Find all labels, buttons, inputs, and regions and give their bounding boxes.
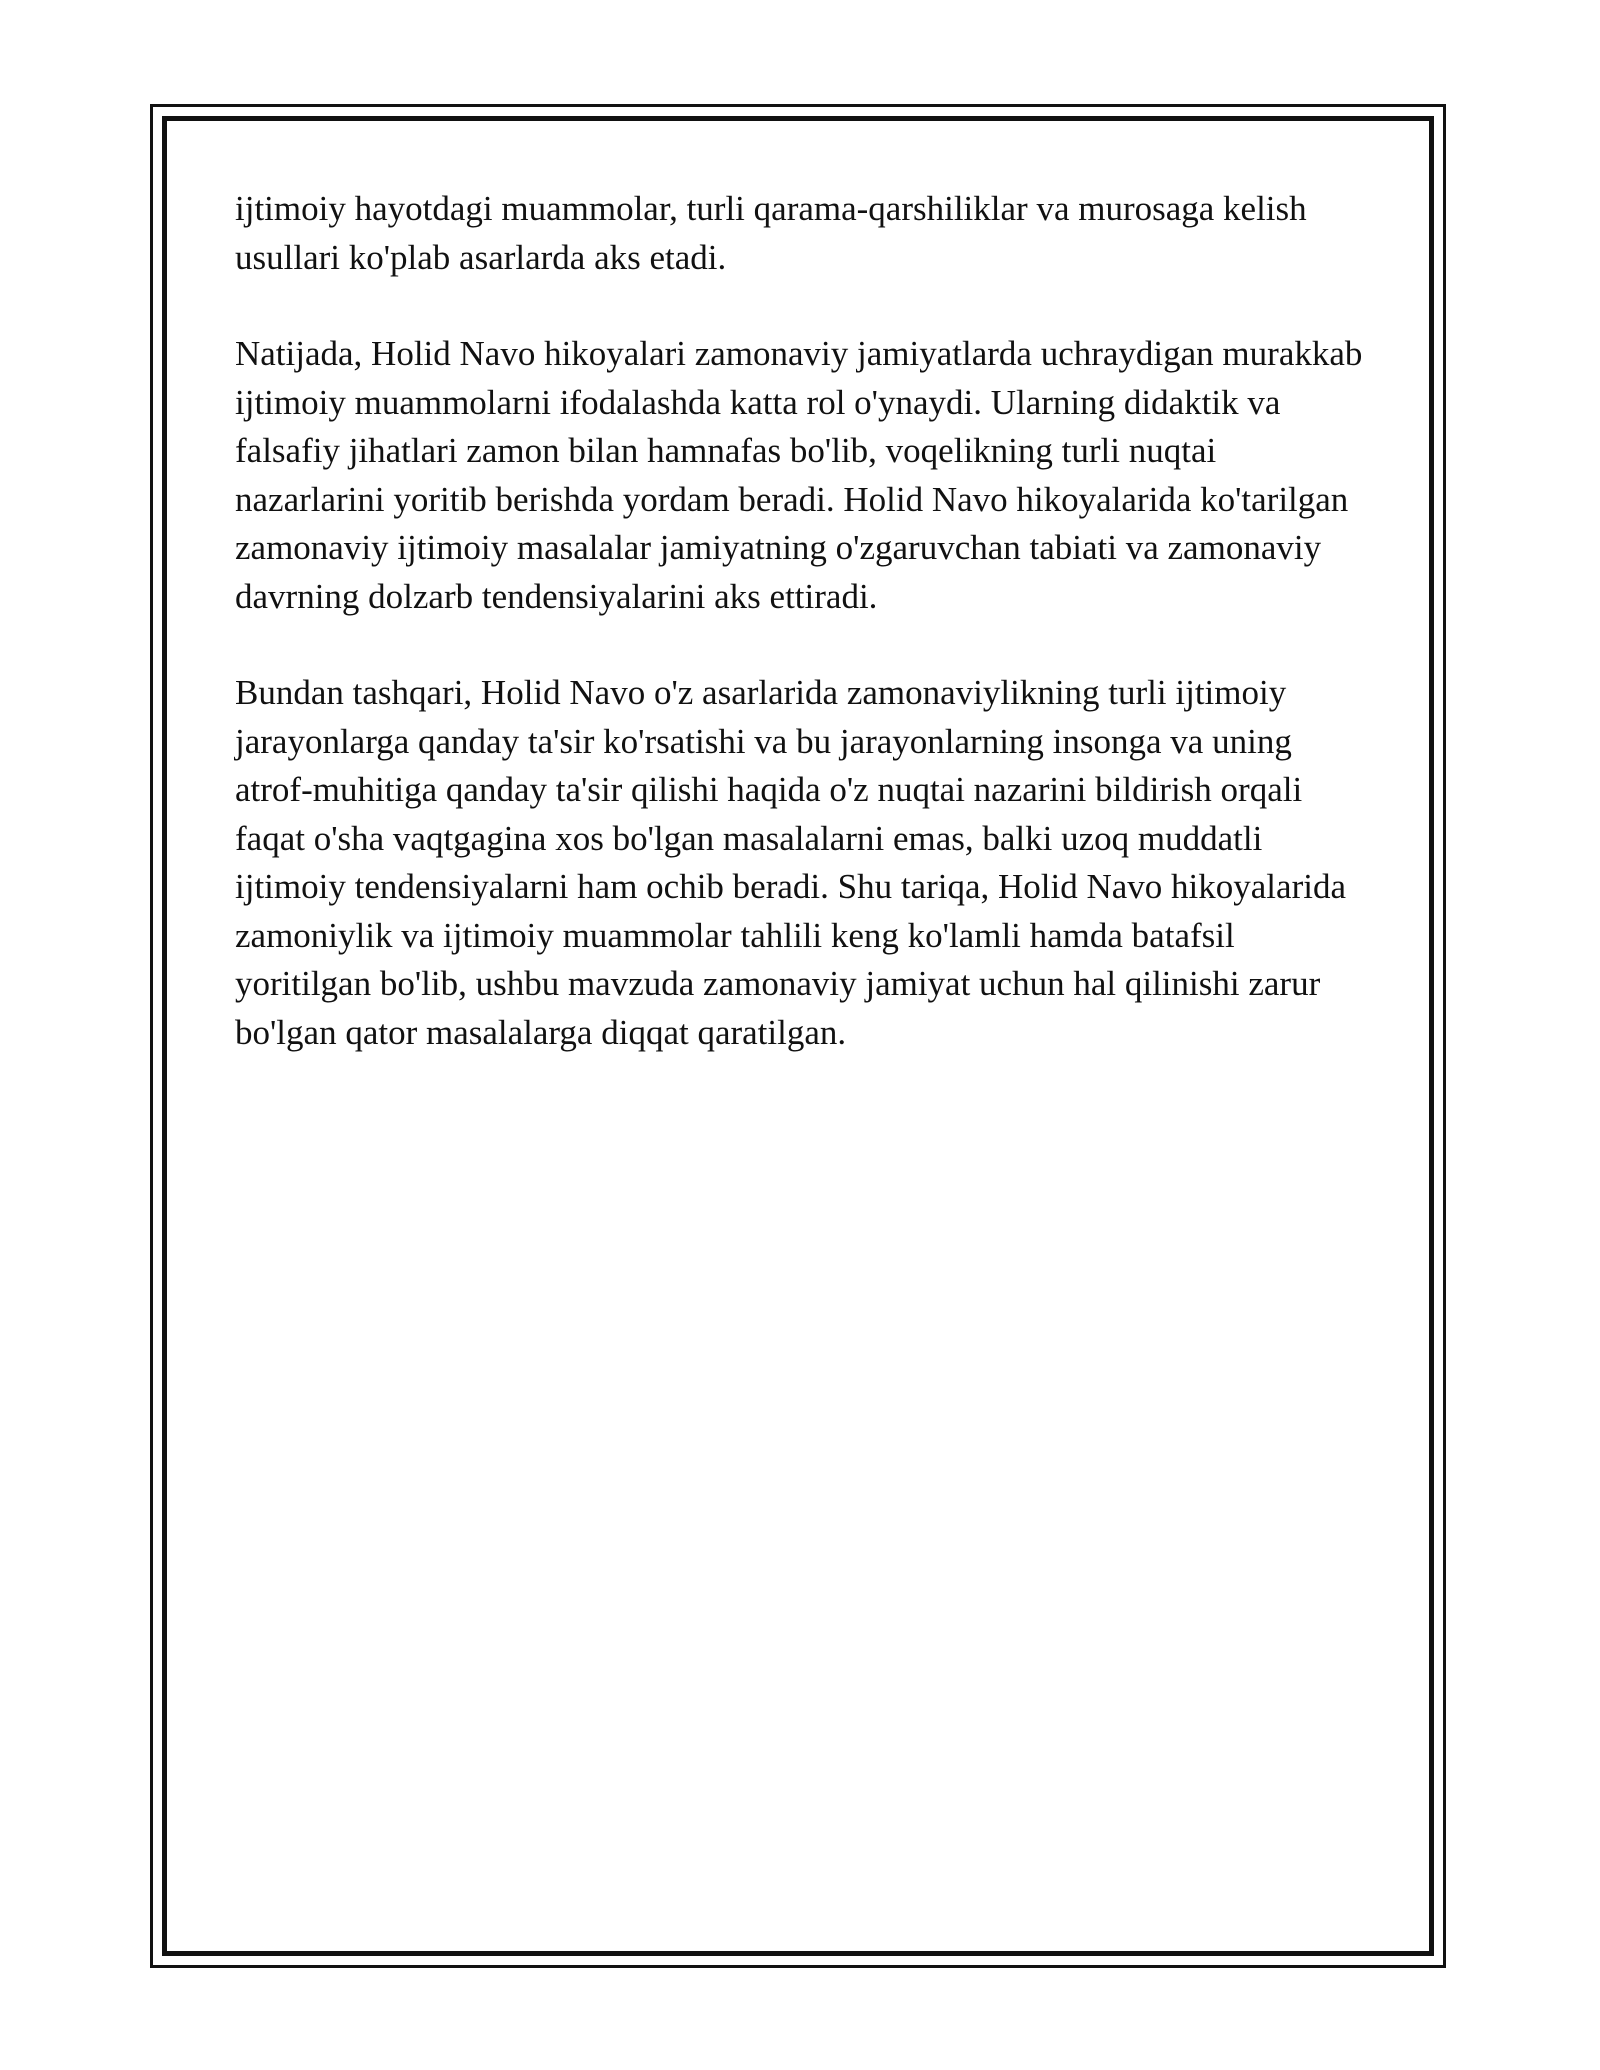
paragraph-1: ijtimoiy hayotdagi muammolar, turli qarama-qarshiliklar va murosaga kelish usullari ko'plab asarlarda aks etadi. [235, 189, 1307, 277]
paragraph-2: Natijada, Holid Navo hikoyalari zamonaviy jamiyatlarda uchraydigan murakkab ijtimoiy muammolarni ifodalashda katta rol o'ynaydi. Ularning didaktik va falsafiy jihatlari zamon bilan hamnafas bo'lib, voqelikning turli nuqtai nazarlarini yoritib berishda yordam beradi. Holid Navo hikoyalarida ko'tarilgan zamonaviy ijtimoiy masalalar jamiyatning o'zgaruvchan tabiati va zamonaviy davrning dolzarb tendensiyalarini aks ettiradi. [235, 334, 1363, 616]
paragraph-3: Bundan tashqari, Holid Navo o'z asarlarida zamonaviylikning turli ijtimoiy jarayonlarga qanday ta'sir ko'rsatishi va bu jarayonlarning insonga va uning atrof-muhitiga qanday ta'sir qilishi haqida o'z nuqtai nazarini bildirish orqali faqat o'sha vaqtgagina xos bo'lgan masalalarni emas, balki uzoq muddatli ijtimoiy tendensiyalarni ham ochib beradi. Shu tariqa, Holid Navo hikoyalarida zamoniylik va ijtimoiy muammolar tahlili keng ko'lamli hamda batafsil yoritilgan bo'lib, ushbu mavzuda zamonaviy jamiyat uchun hal qilinishi zarur bo'lgan qator masalalarga diqqat qaratilgan. [235, 673, 1346, 1052]
document-body [235, 185, 1365, 1105]
